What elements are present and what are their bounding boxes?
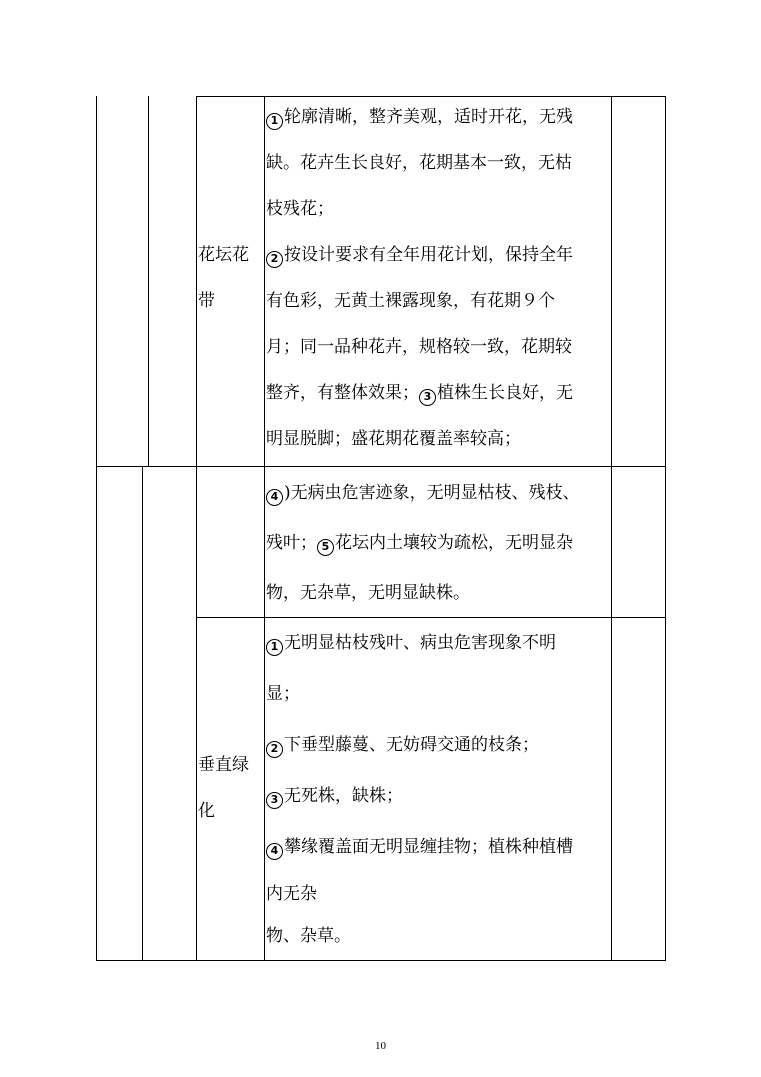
text-line: 显； (266, 684, 300, 704)
category-flower-bed (198, 232, 249, 324)
text-line: 整齐，有整体效果； 3 植株生长良好，无 (266, 370, 573, 416)
circled-number-icon: 2 (266, 251, 283, 268)
text-line: 3 无死株，缺株； (266, 771, 573, 822)
text-line: 残叶； 5 花坛内土壤较为疏松，无明显杂 (266, 518, 580, 568)
col-border (96, 466, 97, 961)
row-border (96, 960, 666, 961)
circled-number-icon: 1 (266, 639, 283, 656)
text-line: 物，无杂草，无明显缺株。 (266, 583, 470, 603)
text-line: 2 下垂型藤蔓、无妨碍交通的枝条； (266, 720, 573, 771)
col-border (148, 96, 149, 467)
col-border (96, 96, 97, 467)
text-line: 物、杂草。 (266, 926, 351, 946)
text-line: 内无杂 (266, 884, 317, 904)
circled-number-icon: 5 (317, 539, 334, 556)
category-vertical-greening (198, 742, 249, 834)
standard-text-flower-bed (266, 94, 573, 462)
row-border (96, 466, 666, 467)
circled-number-icon: 1 (266, 113, 283, 130)
text-line: 枝残花； (266, 199, 334, 219)
circled-number-icon: 3 (266, 792, 283, 809)
circled-number-icon: 3 (419, 389, 436, 406)
text-line: 1 无明显枯枝残叶、病虫危害现象不明 (266, 618, 573, 669)
col-border (142, 466, 143, 961)
standard-text-flower-bed-cont (266, 468, 580, 618)
category-line: 垂直绿 (198, 755, 249, 775)
text-line: 明显脱脚；盛花期花覆盖率较高； (266, 429, 521, 449)
text-line: 4 攀缘覆盖面无明显缠挂物；植株种植槽 (266, 822, 573, 873)
text-line: 有色彩，无黄土裸露现象，有花期９个 (266, 291, 555, 311)
text-line: 月；同一品种花卉，规格较一致，花期较 (266, 337, 572, 357)
circled-number-icon: 2 (266, 741, 283, 758)
category-line: 带 (198, 291, 215, 311)
col-border (665, 96, 666, 961)
text-line: 4 )无病虫危害迹象，无明显枯枝、残枝、 (266, 468, 580, 518)
category-line: 化 (198, 801, 215, 821)
standard-text-vertical-greening (266, 618, 573, 957)
col-border (264, 96, 265, 961)
circled-number-icon: 4 (266, 489, 283, 506)
text-line: 缺。花卉生长良好，花期基本一致，无枯 (266, 153, 572, 173)
text-line: 1 轮廓清晰，整齐美观，适时开花，无残 (266, 94, 573, 140)
circled-number-icon: 4 (266, 843, 283, 860)
category-line: 花坛花 (198, 245, 249, 265)
page-number: 10 (375, 1040, 386, 1052)
col-border (611, 96, 612, 961)
col-border (196, 96, 197, 961)
text-line: 2 按设计要求有全年用花计划，保持全年 (266, 232, 573, 278)
